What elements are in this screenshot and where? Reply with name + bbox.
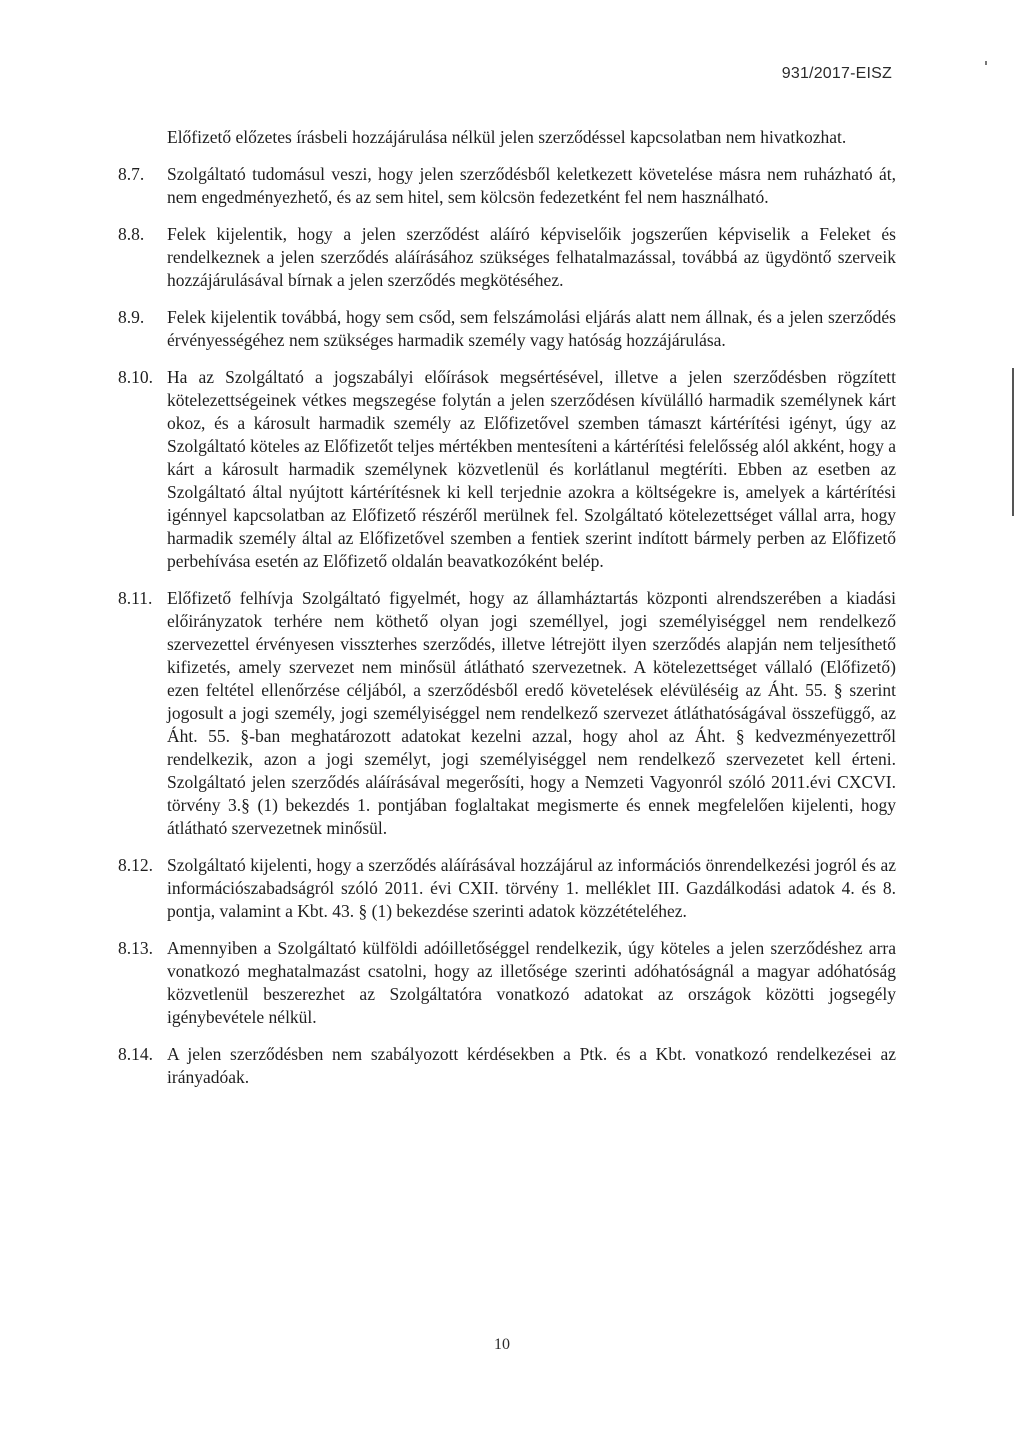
section-number: 8.14.: [118, 1044, 153, 1064]
document-body: [118, 126, 896, 1089]
spacer: [118, 292, 896, 306]
document-id: 931/2017-EISZ: [781, 65, 892, 82]
spacer: [118, 352, 896, 366]
section-number: 8.10.: [118, 367, 153, 387]
section-text: Ha az Szolgáltató a jogszabályi előírások megsértésével, illetve a jelen szerződésben rögzített kötelezettségeinek vétkes megszegése folytán a jelen szerződésen kívülálló harmadik személynek kárt okoz, és a károsult harmadik személy az Előfizetővel szemben támaszt kártérítési igényt, úgy az Szolgáltató köteles az Előfizetőt teljes mértékben mentesíteni a kártérítési felelősség alól akként, hogy a kárt a károsult harmadik személynek közvetlenül és korlátlanul megtéríti. Ebben az esetben az Szolgáltató által nyújtott kártérítésnek ki kell terjednie azokra a költségekre is, amelyek a kártérítési igénnyel kapcsolatban az Előfizető részéről merülnek fel. Szolgáltató kötelezettséget vállal arra, hogy harmadik személy által az Előfizetővel szemben a fentiek szerint indított bármely perben az Előfizető perbehívása esetén az Előfizető oldalán beavatkozóként belép.: [167, 367, 896, 571]
section-number: 8.8.: [118, 224, 145, 244]
section-8-12: [118, 854, 896, 923]
scan-edge-mark: [1012, 368, 1014, 516]
section-8-8: [118, 223, 896, 292]
section-8-14: [118, 1043, 896, 1089]
section-8-7: [118, 163, 896, 209]
spacer: [118, 573, 896, 587]
intro-paragraph: Előfizető előzetes írásbeli hozzájárulása nélkül jelen szerződéssel kapcsolatban nem hivatkozhat.: [167, 127, 847, 147]
spacer: [118, 923, 896, 937]
spacer: [118, 1029, 896, 1043]
section-text: Előfizető felhívja Szolgáltató figyelmét, hogy az államháztartás központi alrendszerében a kiadási előirányzatok terhére nem köthető olyan jogi személlyel, jogi személyiséggel nem rendelkező szervezettel érvényesen visszterhes szerződés, illetve létrejött ilyen szerződés alapján nem teljesíthető kifizetés, amely szervezet nem minősül átlátható szervezetnek. A kötelezettséget vállaló (Előfizető) ezen feltétel ellenőrzése céljából, a szerződésből eredő követelések elévüléséig az Áht. 55. § szerint jogosult a jogi személy, jogi személyiséggel nem rendelkező szervezet átláthatóságával összefüggő, az Áht. 55. §-ban meghatározott adatokat kezelni azzal, hogy ahol az Áht. § kedvezményezettről rendelkezik, azon a jogi személyt, jogi személyiséggel nem rendelkező szervezetet kell érteni. Szolgáltató jelen szerződés aláírásával megerősíti, hogy a Nemzeti Vagyonról szóló 2011.évi CXCVI. törvény 3.§ (1) bekezdés 1. pontjában foglaltakat megismerte és ennek megfelelően kijelenti, hogy átlátható szervezetnek minősül.: [167, 588, 896, 838]
section-text: A jelen szerződésben nem szabályozott kérdésekben a Ptk. és a Kbt. vonatkozó rendelkezései az irányadóak.: [167, 1044, 896, 1087]
section-text: Szolgáltató tudomásul veszi, hogy jelen szerződésből keletkezett követelése másra nem ruházható át, nem engedményezhető, és az sem hitel, sem kölcsön fedezetként fel nem használható.: [167, 164, 896, 207]
section-number: 8.9.: [118, 307, 145, 327]
section-text: Amennyiben a Szolgáltató külföldi adóilletőséggel rendelkezik, úgy köteles a jelen szerződéshez arra vonatkozó meghatalmazást csatolni, hogy az illetősége szerinti adóhatóságnál a magyar adóhatóság közvetlenül beszerezhet az Szolgáltatóra vonatkozó adatokat az országok közötti jogsegély igénybevétele nélkül.: [167, 938, 896, 1027]
section-text: Szolgáltató kijelenti, hogy a szerződés aláírásával hozzájárul az információs önrendelkezési jogról és az információszabadságról szóló 2011. évi CXII. törvény 1. melléklet III. Gazdálkodási adatok 4. és 8. pontja, valamint a Kbt. 43. § (1) bekezdése szerinti adatok közzétételéhez.: [167, 855, 896, 921]
page-number: 10: [494, 1336, 510, 1353]
section-number: 8.11.: [118, 588, 153, 608]
scan-mark: [985, 61, 987, 65]
section-number: 8.7.: [118, 164, 145, 184]
section-text: Felek kijelentik továbbá, hogy sem csőd, sem felszámolási eljárás alatt nem állnak, és a jelen szerződés érvényességéhez nem szükséges harmadik személy vagy hatóság hozzájárulása.: [167, 307, 896, 350]
spacer: [118, 149, 896, 163]
section-8-13: [118, 937, 896, 1029]
section-8-9: [118, 306, 896, 352]
spacer: [118, 840, 896, 854]
section-8-10: [118, 366, 896, 573]
spacer: [118, 209, 896, 223]
section-number: 8.12.: [118, 855, 153, 875]
section-8-11: [118, 587, 896, 840]
section-number: 8.13.: [118, 938, 153, 958]
section-text: Felek kijelentik, hogy a jelen szerződést aláíró képviselőik jogszerűen képviselik a Feleket és rendelkeznek a jelen szerződés aláírásához szükséges felhatalmazással, továbbá az ügydöntő szerveik hozzájárulásával bírnak a jelen szerződés megkötéséhez.: [167, 224, 896, 290]
